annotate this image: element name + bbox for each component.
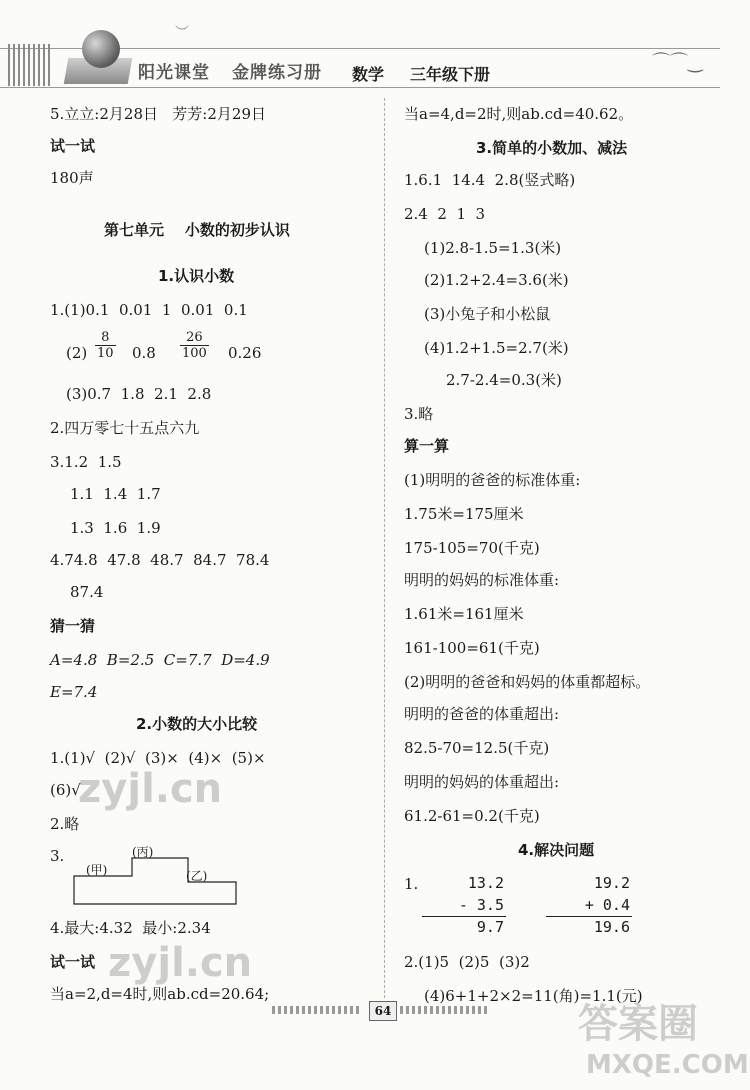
answer-line: 0.8 [132, 344, 156, 362]
answer-line: 4.74.8 47.8 48.7 84.7 78.4 [50, 551, 270, 569]
answer-line: 当a=4,d=2时,则ab.cd=40.62。 [404, 105, 634, 123]
answer-line: 2.7-2.4=0.3(米) [446, 371, 562, 389]
rule-line [546, 916, 632, 917]
bird-icon: ︶ [175, 25, 189, 41]
answer-line: (1)2.8-1.5=1.3(米) [424, 239, 562, 257]
box-label: (乙) [186, 869, 208, 883]
answer-line: 明明的妈妈的体重超出: [404, 773, 560, 791]
answer-line: A=4.8 B=2.5 C=7.7 D=4.9 [50, 651, 270, 669]
operand: 13.2 [467, 874, 504, 892]
answer-line: 3.1.2 1.5 [50, 453, 122, 471]
answer-line: 87.4 [70, 583, 104, 601]
answer-line: 1.(1)0.1 0.01 1 0.01 0.1 [50, 301, 248, 319]
answer-line: 61.2-61=0.2(千克) [404, 807, 540, 825]
birds-icon: ⌒⌒‿ [652, 52, 703, 73]
watermark: MXQE.COM [586, 1050, 749, 1080]
section-heading: 猜一猜 [50, 617, 96, 635]
series-name: 阳光课堂 [138, 63, 210, 83]
answer-line: 3.略 [404, 405, 434, 423]
answer-line: (3)0.7 1.8 2.1 2.8 [66, 385, 212, 403]
answer-line: 2.4 2 1 3 [404, 205, 486, 223]
section-heading: 试一试 [50, 953, 96, 971]
header-stripes [8, 44, 50, 86]
answer-line: 1.61米=161厘米 [404, 605, 524, 623]
lesson-title: 1.认识小数 [158, 267, 235, 285]
fraction [95, 330, 116, 361]
answer-line: 明明的爸爸的体重超出: [404, 705, 560, 723]
grade: 三年级下册 [410, 65, 491, 84]
column-divider [384, 98, 385, 998]
section-heading: 试一试 [50, 137, 96, 155]
answer-line: 180声 [50, 169, 94, 187]
answer-line: 1.75米=175厘米 [404, 505, 524, 523]
subject: 数学 [352, 65, 385, 84]
vertical-subtraction [420, 872, 504, 938]
denominator: 10 [97, 346, 114, 361]
vertical-addition [544, 872, 630, 938]
page-header [0, 0, 750, 92]
watermark: 答案圈 [578, 1001, 698, 1047]
answer-line: 2.略 [50, 815, 80, 833]
answer-line: (2)明明的爸爸和妈妈的体重都超标。 [404, 673, 651, 691]
answer-line: (6)√ [50, 781, 81, 799]
answer-line: (4)6+1+2×2=11(角)=1.1(元) [424, 987, 643, 1005]
answer-line: 2.(1)5 (2)5 (3)2 [404, 953, 530, 971]
box-label: (甲) [86, 863, 108, 877]
box-label: (丙) [132, 845, 154, 859]
answer-line: 明明的妈妈的标准体重: [404, 571, 560, 589]
rule-line [422, 916, 506, 917]
lesson-title: 2.小数的大小比较 [136, 715, 258, 733]
answer-line: (2) [66, 344, 88, 362]
footer-decoration [400, 1006, 490, 1014]
answer-line: 当a=2,d=4时,则ab.cd=20.64; [50, 985, 270, 1003]
answer-line: 1.6.1 14.4 2.8(竖式略) [404, 171, 576, 189]
watermark: zyjl.cn [108, 940, 253, 986]
answer-line: (2)1.2+2.4=3.6(米) [424, 271, 569, 289]
result: 9.7 [476, 918, 504, 936]
result: 19.6 [593, 918, 630, 936]
section-heading: 算一算 [404, 437, 450, 455]
answer-line: 5.立立:2月28日 芳芳:2月29日 [50, 105, 266, 123]
operand: - 3.5 [458, 896, 504, 914]
answer-line: 3. [50, 847, 65, 865]
watermark: zyjl.cn [78, 766, 223, 812]
answer-line: 0.26 [228, 344, 262, 362]
answer-line: (1)明明的爸爸的标准体重: [404, 471, 581, 489]
lesson-title: 4.解决问题 [518, 841, 595, 859]
fraction [180, 330, 209, 361]
numerator: 26 [180, 330, 209, 346]
lesson-title: 3.简单的小数加、减法 [476, 139, 628, 157]
answer-line: (3)小兔子和小松鼠 [424, 305, 551, 323]
answer-line: 82.5-70=12.5(千克) [404, 739, 550, 757]
series-name-2: 金牌练习册 [232, 63, 322, 83]
answer-line: 1.3 1.6 1.9 [70, 519, 161, 537]
operand: 19.2 [593, 874, 630, 892]
footer-decoration [272, 1006, 362, 1014]
answer-line: 161-100=61(千克) [404, 639, 540, 657]
answer-line: (4)1.2+1.5=2.7(米) [424, 339, 569, 357]
answer-line: 4.最大:4.32 最小:2.34 [50, 919, 211, 937]
question-number: 1. [404, 875, 419, 893]
answer-line: 1.(1)√ (2)√ (3)× (4)× (5)× [50, 749, 266, 767]
numerator: 8 [95, 330, 116, 346]
globe-icon [82, 30, 120, 68]
answer-line: E=7.4 [50, 683, 98, 701]
answer-line: 1.1 1.4 1.7 [70, 485, 161, 503]
answer-line: 175-105=70(千克) [404, 539, 540, 557]
page-number: 64 [369, 1001, 397, 1021]
denominator: 100 [182, 346, 207, 361]
operand: + 0.4 [584, 896, 630, 914]
unit-title: 第七单元 小数的初步认识 [104, 221, 290, 239]
answer-line: 2.四万零七十五点六九 [50, 419, 200, 437]
